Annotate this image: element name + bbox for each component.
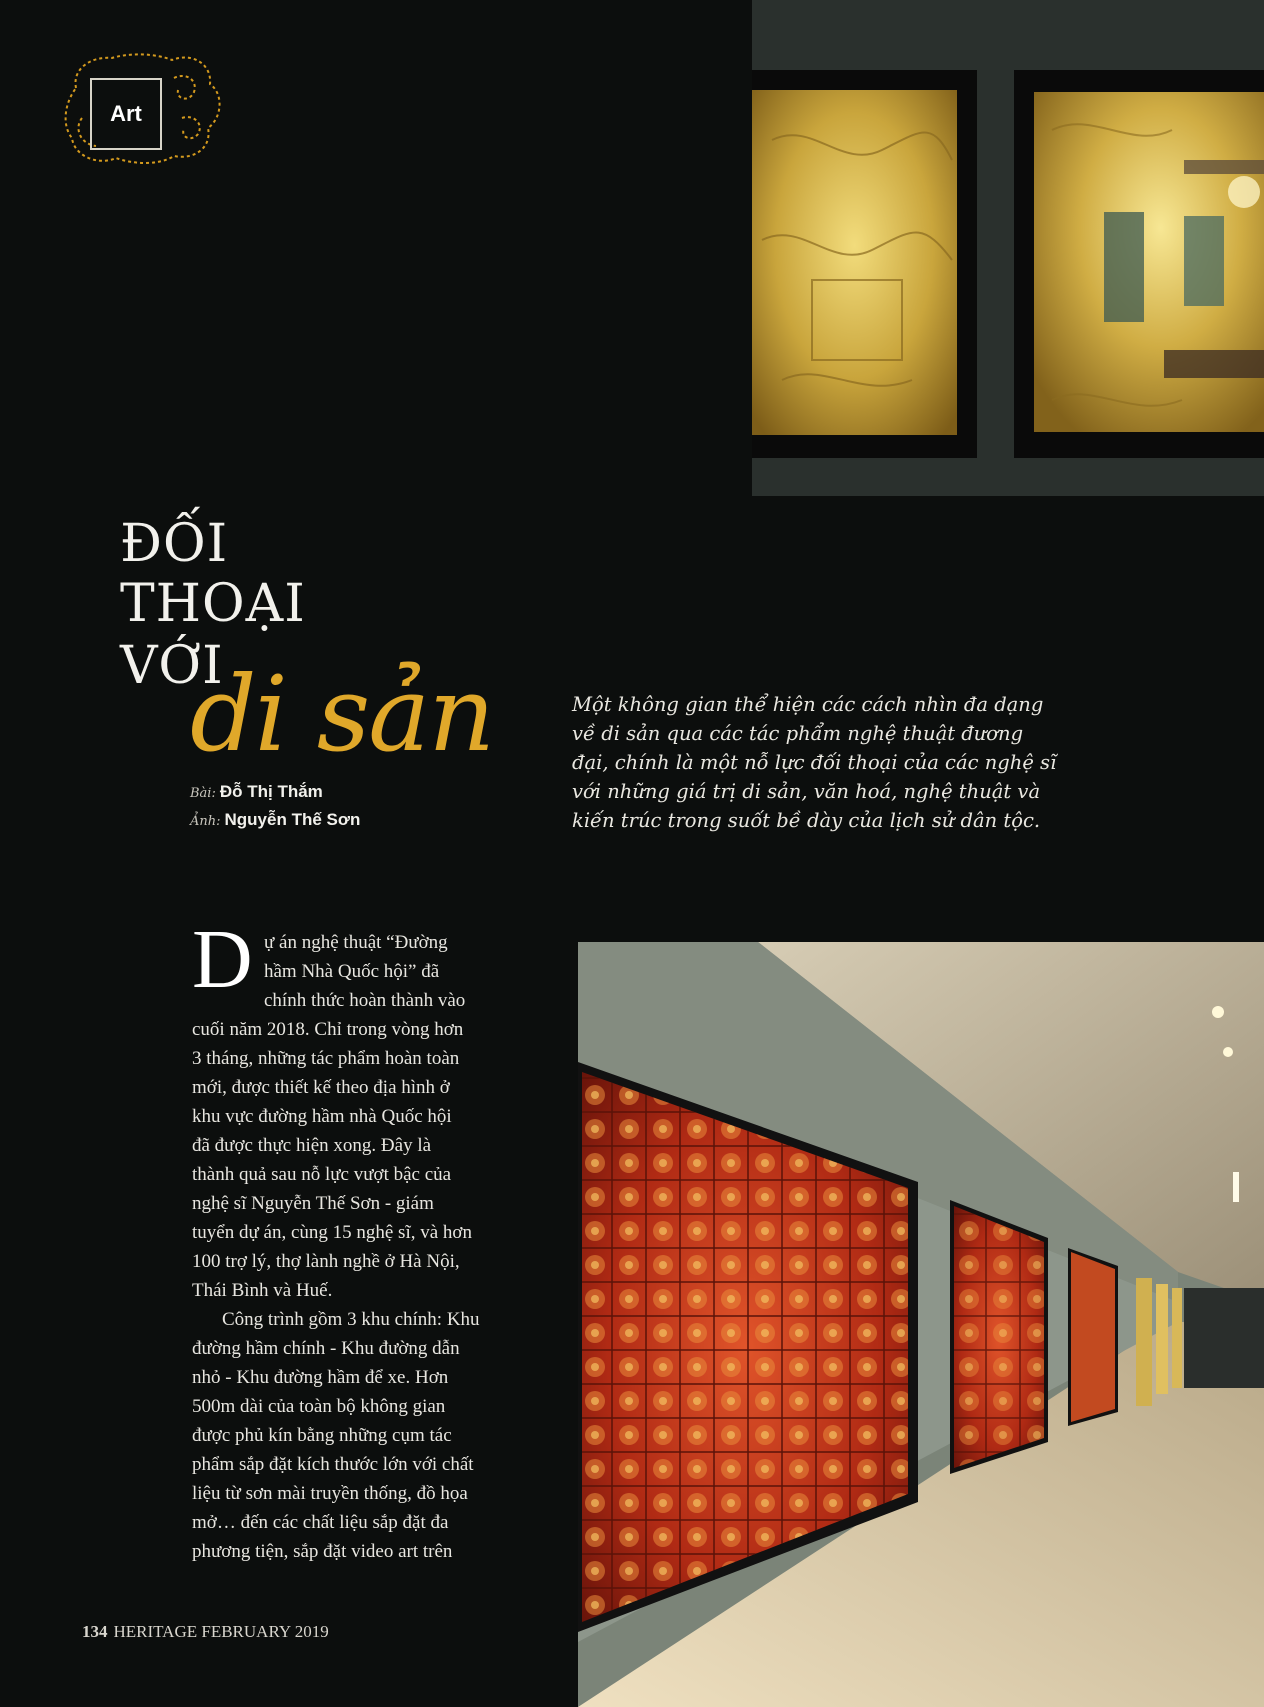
body-line: Thái Bình và Huế. [192,1280,333,1301]
lead-line: với những giá trị di sản, văn hoá, nghệ thuật và [572,780,1041,803]
section-logo [62,48,232,168]
body-line: cuối năm 2018. Chỉ trong vòng hơn [192,1019,464,1040]
photo-lacquer-paintings [752,0,1264,496]
title-script: di sản [190,653,494,775]
section-label: Art [110,101,142,126]
body-line: được phủ kín bằng những cụm tác [192,1425,452,1446]
lead-line: kiến trúc trong suốt bề dày của lịch sử dân tộc. [572,809,1041,832]
lead-line: Một không gian thể hiện các cách nhìn đa dạng [572,693,1044,716]
body-line: 100 trợ lý, thợ lành nghề ở Hà Nội, [192,1251,460,1272]
photo-lacquer-paintings-image [752,0,1264,496]
body-line: thành quả sau nỗ lực vượt bậc của [192,1164,452,1185]
drop-cap: D [192,913,253,1006]
body-line: 500m dài của toàn bộ không gian [192,1396,446,1417]
section-box [90,78,162,150]
body-line: ự án nghệ thuật “Đường [264,932,448,953]
body-line: phương tiện, sắp đặt video art trên [192,1541,453,1562]
body-line: đã được thực hiện xong. Đây là [192,1135,432,1156]
body-line: mới, được thiết kế theo địa hình ở [192,1077,450,1098]
photo-tunnel-corridor [578,942,1264,1707]
body-line: đường hầm chính - Khu đường dẫn [192,1338,460,1359]
body-line: tuyển dự án, cùng 15 nghệ sĩ, và hơn [192,1222,472,1243]
body-line: mở… đến các chất liệu sắp đặt đa [192,1512,449,1533]
credit-photographer [190,810,360,830]
title-line-3: VỚI [120,636,224,696]
page-footer [82,1622,329,1642]
body-text [192,928,512,1566]
photo-tunnel-corridor-image [578,942,1264,1707]
publication-name: HERITAGE FEBRUARY 2019 [113,1622,329,1641]
title-line-2: THOẠI [120,574,306,634]
body-line: phẩm sắp đặt kích thước lớn với chất [192,1454,474,1475]
lead-line: đại, chính là một nỗ lực đối thoại của các nghệ sĩ [572,751,1057,774]
body-line: Công trình gồm 3 khu chính: Khu [222,1309,480,1330]
body-line: nghệ sĩ Nguyễn Thế Sơn - giám [192,1193,434,1214]
body-line: khu vực đường hầm nhà Quốc hội [192,1106,452,1127]
body-line: 3 tháng, những tác phẩm hoàn toàn [192,1048,460,1069]
credit-role: Bài: [190,786,216,801]
title-line-1: ĐỐI [120,514,229,574]
credit-name: Nguyễn Thế Sơn [224,810,361,829]
body-line: chính thức hoàn thành vào [264,990,466,1011]
body-line: nhỏ - Khu đường hầm để xe. Hơn [192,1367,449,1388]
credit-author [190,782,323,802]
lead-paragraph [572,690,1057,835]
credit-name: Đỗ Thị Thắm [219,782,323,801]
lead-line: về di sản qua các tác phẩm nghệ thuật đương [572,722,1024,745]
credit-role: Ảnh: [190,814,221,829]
page-number: 134 [82,1622,108,1641]
body-line: liệu từ sơn mài truyền thống, đồ họa [192,1483,468,1504]
body-line: hầm Nhà Quốc hội” đã [264,961,440,982]
